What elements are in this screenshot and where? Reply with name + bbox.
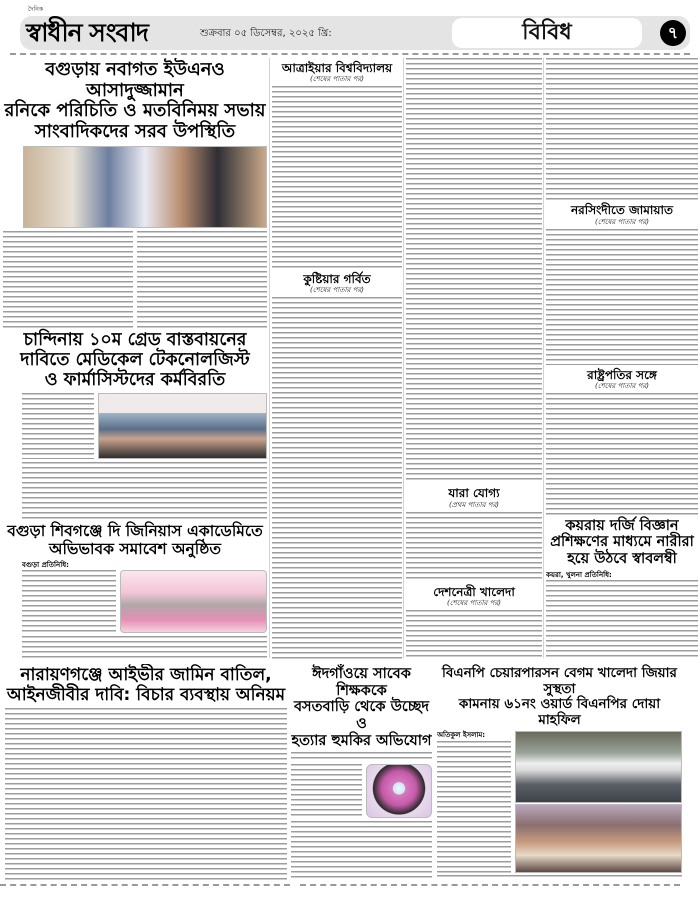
headline-line: চান্দিনায় ১০ম গ্রেড বাস্তবায়নের (23, 329, 247, 350)
headline-line: প্রশিক্ষণের মাধ্যমে নারীরা (550, 534, 694, 551)
article-body (3, 231, 133, 328)
continued-note: (শেষের পাতার পর) (310, 75, 364, 84)
article-body-columns (3, 231, 267, 328)
column-2 (272, 58, 402, 660)
photo-guardian-meeting (120, 570, 267, 632)
story-bnp-doa (437, 664, 682, 880)
headline-line: হয়ে উঠবে স্বাবলম্বী (567, 551, 677, 568)
photo-doa-mahfil-2 (515, 804, 682, 873)
footer-divider (300, 884, 680, 886)
headline-atrai[interactable]: আত্রাইয়ার বিশ্ববিদ্যালয় (281, 61, 393, 75)
column-rule (543, 58, 544, 658)
headline-line: ও ফার্মাসিস্টদের কর্মবিরতি (44, 370, 226, 391)
column-rule (269, 58, 270, 658)
byline: বগুড়া প্রতিনিধি: (22, 561, 69, 570)
article-body (22, 570, 116, 632)
headline-line: রনিকে পরিচিতি ও মতবিনিময় সভায় (4, 100, 266, 122)
article-body (291, 764, 362, 818)
article-body (406, 58, 542, 483)
headline-chandina[interactable] (3, 330, 267, 390)
masthead-prefix: দৈনিক (28, 6, 44, 13)
newspaper-logo: স্বাধীন সংবাদ (26, 18, 148, 47)
byline: কয়রা, খুলনা প্রতিনিধি: (546, 570, 612, 579)
photo-stack (515, 731, 682, 873)
story-eidgaon (291, 664, 432, 880)
article-body (22, 462, 267, 520)
headline-deshnetri[interactable]: দেশনেত্রী খালেদা (433, 584, 515, 599)
article-body (137, 231, 267, 328)
article-body-with-photo (22, 393, 267, 459)
section-title: বিবিধ (452, 18, 642, 48)
headline-shibganj[interactable] (3, 523, 267, 559)
article-body (406, 512, 542, 582)
headline-koyra[interactable] (546, 518, 698, 568)
headline-line: নারায়ণগঞ্জে আইভীর জামিন বাতিল, (20, 665, 272, 685)
headline-line: কয়রায় দর্জি বিজ্ঞান (565, 517, 679, 534)
headline-bnp-doa[interactable] (437, 666, 682, 728)
article-body (406, 610, 542, 660)
article-body (546, 393, 698, 515)
headline-line: বসতবাড়ি থেকে উচ্ছেদ ও (293, 699, 430, 733)
headline-rashtrapati[interactable]: রাষ্ট্রপতির সঙ্গে (587, 367, 657, 382)
column-left (3, 58, 267, 660)
continued-note: (শেষের পাতার পর) (310, 286, 364, 295)
headline-line: অভিভাবক সমাবেশ অনুষ্ঠিত (49, 539, 221, 558)
headline-kushtia[interactable]: কুষ্টিয়ার গর্বিত (303, 272, 371, 286)
headline-line: সাংবাদিকদের সরব উপস্থিতি (34, 121, 236, 143)
photo-strike (98, 393, 267, 459)
story-narayanganj (5, 664, 287, 880)
page-number: ৭ (660, 20, 686, 46)
photo-teacher-portrait (366, 764, 432, 818)
article-body (291, 821, 432, 880)
headline-line: বিএনপি চেয়ারপারসন বেগম খালেদা জিয়ার সুস্থতা (442, 665, 677, 697)
article-body (272, 86, 402, 269)
article-body (291, 752, 432, 762)
header-divider (10, 53, 690, 55)
headline-line: হত্যার হুমকির অভিযোগ (291, 732, 432, 749)
article-body (272, 297, 402, 660)
footer-divider (0, 884, 290, 886)
headline-eidgaon[interactable] (291, 666, 432, 749)
headline-line: বগুড়া শিবগঞ্জে দি জিনিয়াস একাডেমিতে (7, 521, 263, 540)
article-body-with-photo (22, 570, 267, 632)
headline-narayanganj[interactable] (5, 666, 287, 705)
headline-line: কামনায় ৬১নং ওয়ার্ড বিএনপির দোয়া মাহফিল (458, 696, 661, 728)
headline-line: বগুড়ায় নবাগত ইউএনও আসাদুজ্জামান (45, 59, 225, 101)
column-rule (403, 58, 404, 658)
photo-uno-meeting (23, 146, 267, 228)
issue-date: শুক্রবার ০৫ ডিসেম্বর, ২০২৫ খ্রি: (200, 28, 332, 39)
column-4 (546, 58, 698, 660)
byline: অতিকুল ইসলাম: (437, 731, 486, 740)
article-body (22, 636, 267, 660)
continued-note: (শেষের পাতার পর) (595, 382, 649, 391)
article-body (546, 58, 698, 200)
column-3 (406, 58, 542, 660)
headline-line: দাবিতে মেডিকেল টেকনোলজিস্ট (20, 349, 250, 370)
article-body-stack (437, 731, 511, 873)
headline-narsingdi[interactable]: নরসিংদীতে জামায়াত (571, 203, 673, 218)
article-body (546, 580, 698, 660)
article-body-with-photo (291, 764, 432, 818)
article-body (437, 741, 511, 873)
headline-line: ঈদগাঁওয়ে সাবেক শিক্ষককে (312, 666, 411, 699)
article-body-with-photo (437, 731, 682, 873)
continued-note: (শেষের পাতার পর) (447, 599, 501, 607)
continued-note: (প্রথম পাতার পর) (448, 500, 500, 509)
article-body (546, 229, 698, 365)
article-body (22, 393, 94, 459)
photo-caption (437, 875, 682, 880)
continued-note: (শেষের পাতার পর) (595, 217, 649, 226)
headline-line: আইনজীবীর দাবি: বিচার ব্যবস্থায় অনিয়ম (6, 684, 286, 705)
article-body (5, 708, 287, 880)
headline-jara-joggo[interactable]: যারা যোগ্য (448, 486, 500, 501)
headline-bogura-uno[interactable] (3, 60, 267, 143)
photo-doa-mahfil-1 (515, 731, 682, 803)
